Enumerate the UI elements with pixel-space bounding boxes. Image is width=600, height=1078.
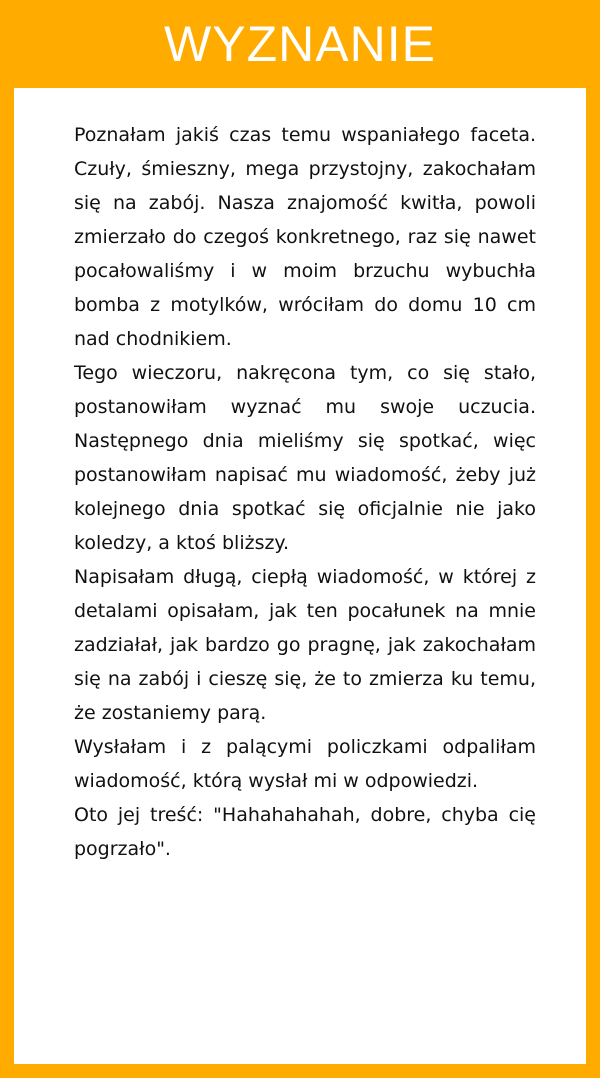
story-paragraph: Poznałam jakiś czas temu wspaniałego faceta. Czuły, śmieszny, mega przystojny, zakochałam się na zabój. Nasza znajomość kwitła, powoli zmierzało do czegoś konkretnego, raz się nawet pocałowaliśmy i w moim brzuchu wybuchła bomba z motylków, wróciłam do domu 10 cm nad chodnikiem. (74, 124, 536, 350)
story-paragraph: Tego wieczoru, nakręcona tym, co się stało, postanowiłam wyznać mu swoje uczucia. Następnego dnia mieliśmy się spotkać, więc postanowiłam napisać mu wiadomość, żeby już kolejnego dnia spotkać się oficjalnie nie jako koledzy, a ktoś bliższy. (74, 362, 536, 554)
story-panel (14, 88, 586, 1064)
story-paragraph: Wysłałam i z palącymi policzkami odpaliłam wiadomość, którą wysłał mi w odpowiedzi. (74, 736, 536, 792)
page-title: WYZNANIE (164, 16, 436, 72)
story-paragraph: Oto jej treść: "Hahahahahah, dobre, chyba cię pogrzało". (74, 804, 536, 860)
story-paragraph: Napisałam długą, ciepłą wiadomość, w której z detalami opisałam, jak ten pocałunek na mnie zadziałał, jak bardzo go pragnę, jak zakochałam się na zabój i cieszę się, że to zmierza ku temu, że zostaniemy parą. (74, 566, 536, 724)
story-text (74, 118, 536, 866)
header-banner (0, 0, 600, 88)
